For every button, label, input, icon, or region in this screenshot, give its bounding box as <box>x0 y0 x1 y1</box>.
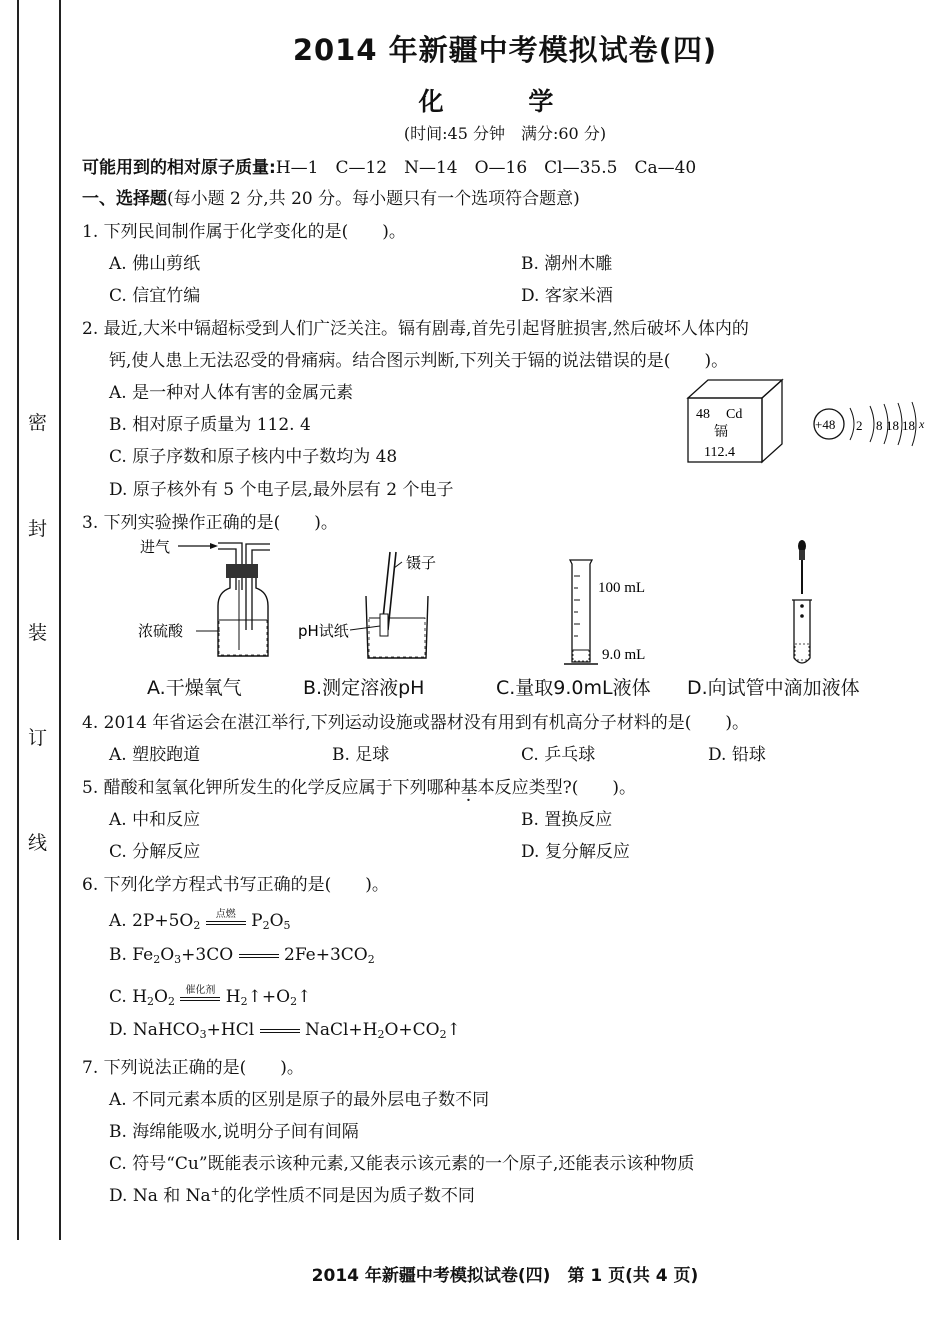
binding-char-4: 订 <box>28 727 48 749</box>
question-2-stem-line1: 2. 最近,大米中镉超标受到人们广泛关注。镉有剧毒,首先引起肾脏损害,然后破坏人体内的 <box>82 319 749 339</box>
figure-a-drying-oxygen <box>130 530 290 670</box>
q4-option-a: A. 塑胶跑道 <box>109 745 201 765</box>
element-mass: 112.4 <box>704 445 735 460</box>
q7-d-pre: D. Na 和 Na <box>109 1186 211 1206</box>
binding-char-2: 封 <box>28 518 48 540</box>
atomic-mass-label: 可能用到的相对原子质量: <box>82 158 276 178</box>
question-4-stem: 4. 2014 年省运会在湛江举行,下列运动设施或器材没有用到有机高分子材料的是( )。 <box>82 713 749 733</box>
question-7-stem: 7. 下列说法正确的是( )。 <box>82 1058 304 1078</box>
subject-title: 化 学 <box>418 87 592 116</box>
caption-b: B.测定溶液pH <box>303 677 425 699</box>
q5-option-d: D. 复分解反应 <box>521 842 630 862</box>
q2-option-d: D. 原子核外有 5 个电子层,最外层有 2 个电子 <box>109 480 454 500</box>
question-1-stem: 1. 下列民间制作属于化学变化的是( )。 <box>82 222 406 242</box>
page-footer: 2014 年新疆中考模拟试卷(四) 第 1 页(共 4 页) <box>311 1266 699 1286</box>
question-3-stem: 3. 下列实验操作正确的是( )。 <box>82 513 338 533</box>
q5-stem-emphasis: 基本 <box>460 778 495 798</box>
binding-char-5: 线 <box>28 832 48 854</box>
label-ph-paper: pH试纸 <box>298 622 349 640</box>
section-note: (每小题 2 分,共 20 分。每小题只有一个选项符合题意) <box>167 189 580 209</box>
q7-option-d <box>109 1181 475 1206</box>
label-100ml: 100 mL <box>598 580 646 596</box>
caption-d: D.向试管中滴加液体 <box>687 677 860 699</box>
q7-option-a: A. 不同元素本质的区别是原子的最外层电子数不同 <box>109 1090 490 1110</box>
q6-option-d: D. NaHCO$_3$+HCl $NaCl+H_2O+CO_2↑$ <box>109 1020 461 1041</box>
element-symbol: Cd <box>726 407 743 422</box>
q6-condition-ignite: 点燃 <box>215 909 236 920</box>
shell-5: x <box>919 417 925 431</box>
figure-c-measure-volume <box>560 556 680 668</box>
q7-option-c: C. 符号“Cu”既能表示该种元素,又能表示该元素的一个原子,还能表示该种物质 <box>109 1154 695 1174</box>
shell-2: 8 <box>876 418 883 433</box>
q5-stem-pre: 5. 醋酸和氢氧化钾所发生的化学反应属于下列哪种 <box>82 778 461 798</box>
figure-b-measure-ph <box>296 544 456 669</box>
q7-option-b: B. 海绵能吸水,说明分子间有间隔 <box>109 1122 359 1142</box>
q4-option-c: C. 乒乓球 <box>521 745 596 765</box>
q1-option-d: D. 客家米酒 <box>521 286 613 306</box>
atomic-mass-values: H—1 C—12 N—14 O—16 Cl—35.5 Ca—40 <box>275 158 697 178</box>
q5-stem-post: 反应类型?( )。 <box>494 778 637 798</box>
q2-option-b: B. 相对原子质量为 112. 4 <box>109 415 311 435</box>
q2-option-c: C. 原子序数和原子核内中子数均为 48 <box>109 447 398 467</box>
q1-option-c: C. 信宜竹编 <box>109 286 201 306</box>
section-title: 一、选择题 <box>82 189 167 209</box>
label-9ml: 9.0 mL <box>602 647 646 663</box>
question-6-stem: 6. 下列化学方程式书写正确的是( )。 <box>82 875 389 895</box>
nucleus-charge: +48 <box>815 417 836 432</box>
q6-option-a: A. $2P+5O_2$ 点燃 $P_2O_5$ <box>109 911 291 932</box>
binding-line-right <box>59 0 61 1240</box>
element-name: 镉 <box>714 425 728 440</box>
figure-d-add-liquid <box>780 536 830 668</box>
q5-option-b: B. 置换反应 <box>521 810 613 830</box>
q1-option-a: A. 佛山剪纸 <box>109 254 201 274</box>
page-title: 2014 年新疆中考模拟试卷(四) <box>292 33 718 67</box>
q4-option-d: D. 铅球 <box>708 745 766 765</box>
q5-option-c: C. 分解反应 <box>109 842 201 862</box>
caption-a: A.干燥氧气 <box>147 677 242 699</box>
q7-d-sup: + <box>210 1185 220 1198</box>
label-gas-in: 进气 <box>140 538 171 556</box>
shell-3: 18 <box>886 418 899 433</box>
cadmium-atom-structure <box>812 398 940 454</box>
element-number: 48 <box>696 407 710 422</box>
atomic-mass-line <box>82 153 696 178</box>
q7-d-post: 的化学性质不同是因为质子数不同 <box>219 1186 475 1206</box>
q6-option-c: C. $H_2O_2$ 催化剂 $H_2↑+O_2↑$ <box>109 987 311 1008</box>
binding-line-left <box>17 0 19 1240</box>
shell-1: 2 <box>856 418 863 433</box>
binding-char-3: 装 <box>28 622 48 644</box>
q1-option-b: B. 潮州木雕 <box>521 254 613 274</box>
question-5-stem <box>82 773 636 798</box>
section-heading <box>82 184 580 209</box>
shell-4: 18 <box>902 418 915 433</box>
caption-c: C.量取9.0mL液体 <box>496 677 651 699</box>
binding-char-1: 密 <box>28 412 48 434</box>
q2-option-a: A. 是一种对人体有害的金属元素 <box>109 383 354 403</box>
q5-option-a: A. 中和反应 <box>109 810 201 830</box>
label-acid: 浓硫酸 <box>138 622 184 640</box>
cadmium-element-cube <box>680 376 790 468</box>
question-2-stem-line2: 钙,使人患上无法忍受的骨痛病。结合图示判断,下列关于镉的说法错误的是( )。 <box>109 351 729 371</box>
q4-option-b: B. 足球 <box>332 745 390 765</box>
time-info: (时间:45 分钟 满分:60 分) <box>403 124 607 143</box>
q6-condition-catalyst: 催化剂 <box>185 985 216 996</box>
label-tweezers: 镊子 <box>406 554 437 572</box>
q6-option-b: B. $Fe_2O_3+3CO$ $2Fe+3CO_2$ <box>109 945 375 966</box>
